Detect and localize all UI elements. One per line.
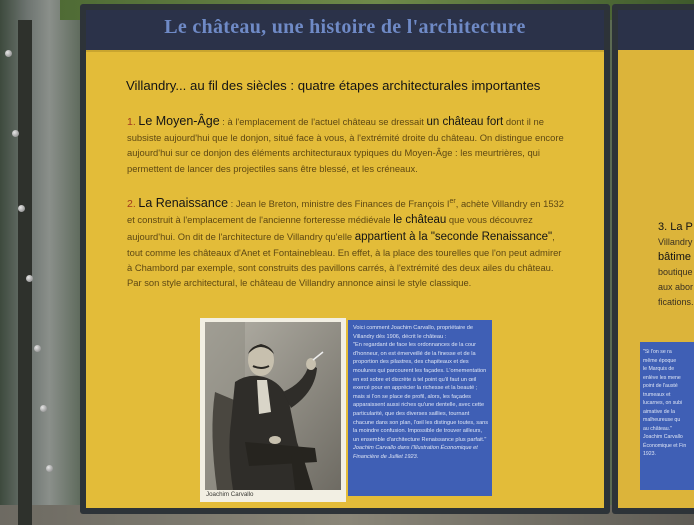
adjacent-line: 3. La P: [658, 221, 693, 233]
quote-source: Joachim Carvallo dans l'Illustration Économique et Financière de Juillet 1923.: [353, 445, 478, 460]
bolt-icon: [34, 345, 41, 352]
quote-intro: Voici comment Joachim Carvallo, propriétaire de Villandry dès 1906, décrit le château :: [353, 325, 474, 340]
sign-subtitle: Villandry... au fil des siècles : quatre étapes architecturales importantes: [126, 78, 541, 93]
section-keyword: un château fort: [426, 116, 504, 128]
section-renaissance: [127, 194, 567, 290]
bolt-icon: [26, 275, 33, 282]
section-text: : Jean le Breton, ministre des Finances de François I: [228, 198, 450, 210]
adjacent-line: bâtime: [658, 251, 692, 263]
adjacent-line: boutique: [658, 267, 693, 277]
sign-face: [86, 10, 604, 508]
bolt-icon: [12, 130, 19, 137]
main-info-sign: [80, 4, 610, 514]
quote-body: "En regardant de face les ordonnances de la cour d'honneur, on est émerveillé de la finesse et de la proportion des pilastres, des chapiteaux et des moulures qui parcourent les façades. L'ornementation en est sobre et discrète à tel point qu'il faut un œil exercé pour en apprécier la richesse et la beauté ; mais si l'on se place de profil, alors, les façades apparaissent aussi riches qu'une dentelle, avec cette particularité, que des diverses saillies, tournant chacune dans son plan, l'œil les distingue toutes, sans la moindre confusion. Impossible de trouver ailleurs, un ensemble d'architecture Renaissance plus parfait.": [353, 342, 489, 443]
left-post: [18, 20, 32, 525]
photo-caption: Joachim Carvallo: [206, 491, 254, 498]
adjacent-quote-line: même époque: [643, 357, 677, 364]
section-moyen-age: [127, 114, 567, 176]
section-text: , tout comme les châteaux d'Anet et Fontainebleau. En effet, à la place des tourelles que l'on peut admirer à Chambord par exemple, sont construits des pavillons carrés, à l'extrémité des deux ailes du château. Par son style architectural, le château de Villandry annonce ainsi le style classique.: [127, 230, 562, 289]
quote-text: [353, 324, 489, 462]
adjacent-quote-line: point de l'austé: [643, 383, 678, 389]
adjacent-sign: [612, 4, 694, 514]
portrait-image: [205, 322, 341, 490]
adjacent-title-bar: [618, 10, 694, 50]
title-bar: [86, 10, 604, 52]
sign-title: Le château, une histoire de l'architecture: [164, 16, 526, 38]
bolt-icon: [46, 465, 53, 472]
section-number: 2.: [127, 198, 136, 211]
bolt-icon: [40, 405, 47, 412]
section-text: dont il ne subsiste aujourd'hui que le donjon, situé face à vous, à l'extrémité droite du château. On distingue encore aujourd'hui sur ce donjon des éléments architecturaux typiques du Moyen-Âge : les meurtrières, qui permettent de lancer des projectiles sans être blessé, et les créneaux.: [127, 116, 564, 174]
adjacent-quote-line: "Si l'on se ra: [643, 349, 672, 355]
section-heading: La Renaissance: [138, 196, 229, 211]
adjacent-quote-line: Joachim Carvallo: [643, 434, 683, 440]
section-text: que vous découvrez aujourd'hui. On dit de l'architecture de Villandry qu'elle: [127, 214, 533, 242]
section-keyword: appartient à la "seconde Renaissance": [354, 230, 553, 243]
adjacent-quote-line: trumeaux et: [643, 391, 671, 398]
portrait-photo: [200, 318, 346, 502]
adjacent-quote-line: malheureuse qu: [643, 417, 681, 423]
section-text: : à l'emplacement de l'actuel château se dressait: [219, 116, 427, 127]
adjacent-line: aux abor: [658, 282, 694, 292]
adjacent-quote-text: [643, 348, 694, 459]
bolt-icon: [5, 50, 12, 57]
section-text: , achète Villandry en 1532 et construit à l'emplacement de l'ancienne forteresse médiévale: [127, 198, 564, 226]
stone-pillar: [0, 0, 90, 525]
adjacent-line: fications.: [658, 297, 694, 307]
section-number: 1.: [127, 116, 136, 128]
adjacent-sign-text: [658, 220, 694, 310]
adjacent-quote-line: aimative de la: [643, 408, 676, 415]
bolt-icon: [18, 205, 25, 212]
adjacent-quote-box: [640, 342, 694, 490]
adjacent-quote-line: Économique et Fin: [643, 442, 687, 449]
adjacent-quote-line: 1923.: [643, 451, 656, 457]
adjacent-quote-line: le Marquis de: [643, 366, 675, 372]
adjacent-quote-line: enlève les mene: [643, 374, 681, 381]
portrait-illustration: [205, 322, 341, 490]
adjacent-line: Villandry: [658, 237, 693, 247]
quote-box: [348, 320, 492, 496]
adjacent-sign-face: [618, 10, 694, 508]
adjacent-quote-line: lucarnes, on subi: [643, 400, 683, 406]
superscript: er: [449, 198, 456, 205]
section-keyword: le château: [393, 214, 447, 227]
adjacent-quote-line: au château.": [643, 425, 672, 432]
section-heading: Le Moyen-Âge: [138, 114, 220, 128]
